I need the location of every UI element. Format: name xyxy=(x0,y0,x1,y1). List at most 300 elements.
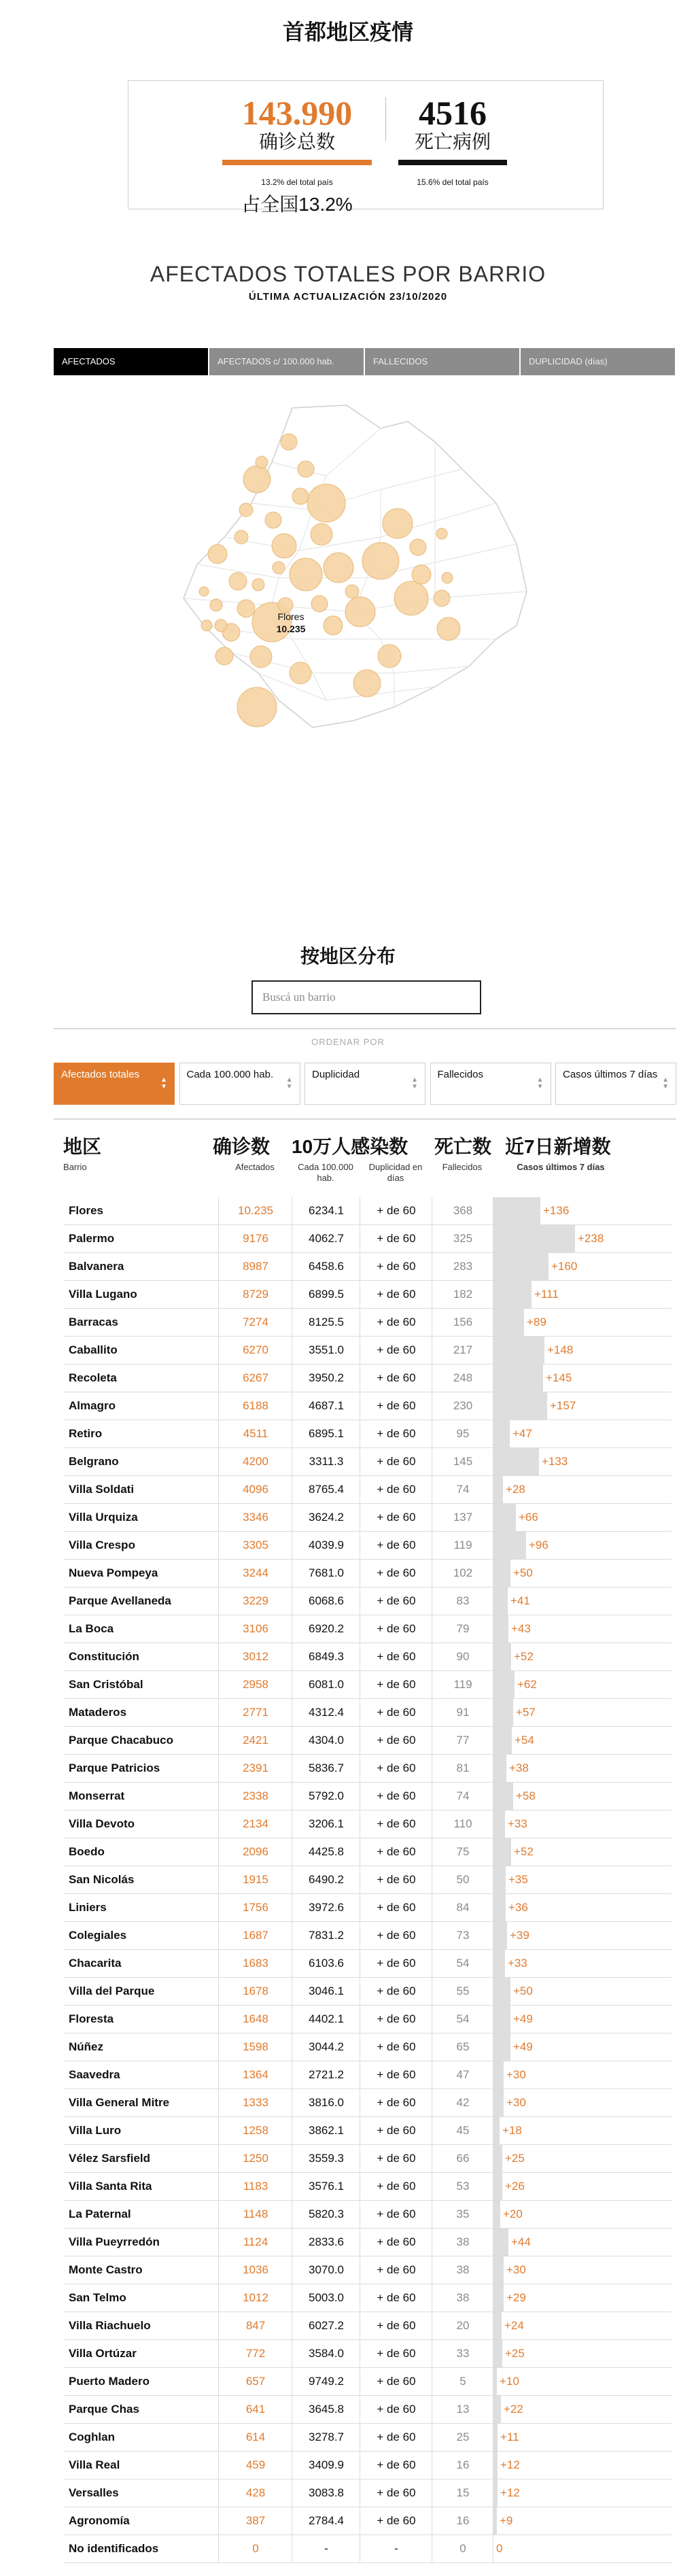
casos-7dias-cell xyxy=(493,2284,672,2312)
table-row xyxy=(63,1337,672,1364)
casos-7dias-cell xyxy=(493,1253,672,1280)
table-row xyxy=(63,1894,672,1922)
bubble xyxy=(394,581,428,615)
casos-7dias-value: +133 xyxy=(542,1455,568,1468)
table-row xyxy=(63,1615,672,1643)
table-row xyxy=(63,2256,672,2284)
casos-7dias-value: +41 xyxy=(510,1594,530,1607)
table-row xyxy=(63,2340,672,2368)
afectados-cell: 2958 xyxy=(218,1671,292,1698)
barrio-name: Núñez xyxy=(69,2040,103,2053)
duplicidad-cell: + de 60 xyxy=(360,1950,432,1977)
table-row xyxy=(63,2201,672,2229)
duplicidad-cell: + de 60 xyxy=(360,1225,432,1252)
fallecidos-cell: 217 xyxy=(432,1337,493,1364)
bubble xyxy=(378,645,401,668)
fallecidos-cell: 20 xyxy=(432,2312,493,2339)
th-afectados-zh: 确诊数 xyxy=(213,1136,271,1157)
duplicidad-cell: + de 60 xyxy=(360,1894,432,1921)
table-row xyxy=(63,2479,672,2507)
bubble xyxy=(434,590,450,606)
duplicidad-cell: + de 60 xyxy=(360,2312,432,2339)
sort-arrows-icon: ▲ ▼ xyxy=(536,1076,544,1090)
rate-cell: 2784.4 xyxy=(292,2507,360,2535)
bubble xyxy=(442,572,453,583)
rate-cell: 2833.6 xyxy=(292,2229,360,2256)
table-row xyxy=(63,1727,672,1755)
rate-cell: 6849.3 xyxy=(292,1643,360,1670)
barrio-name: Villa Urquiza xyxy=(69,1511,138,1524)
fallecidos-cell: 79 xyxy=(432,1615,493,1643)
rate-cell: 3862.1 xyxy=(292,2117,360,2144)
divider xyxy=(54,1118,676,1120)
casos-7dias-cell xyxy=(493,2089,672,2116)
afectados-cell: 459 xyxy=(218,2452,292,2479)
duplicidad-cell: + de 60 xyxy=(360,1560,432,1587)
table-row xyxy=(63,1699,672,1727)
th-fallecidos-zh: 死亡数 xyxy=(434,1136,492,1157)
page-title: 首都地区疫情 xyxy=(282,20,413,44)
afectados-cell: 387 xyxy=(218,2507,292,2535)
summary-divider xyxy=(385,97,386,141)
duplicidad-cell: + de 60 xyxy=(360,2089,432,2116)
table-row xyxy=(63,1587,672,1615)
casos-7dias-value: +136 xyxy=(543,1204,570,1217)
casos-7dias-bar xyxy=(493,2089,504,2116)
afectados-cell: 8729 xyxy=(218,1281,292,1308)
sort-ultimos-7[interactable] xyxy=(555,1063,676,1105)
duplicidad-cell: + de 60 xyxy=(360,1420,432,1447)
bubble xyxy=(256,456,268,468)
afectados-cell: 0 xyxy=(218,2535,292,2562)
deaths-number: 4516 xyxy=(419,94,487,132)
casos-7dias-cell xyxy=(493,2535,672,2562)
bubble xyxy=(412,565,431,584)
fallecidos-cell: 38 xyxy=(432,2229,493,2256)
cases-label: 确诊总数 xyxy=(258,131,335,152)
fallecidos-cell: 50 xyxy=(432,1866,493,1893)
rate-cell: 3645.8 xyxy=(292,2396,360,2423)
afectados-cell: 772 xyxy=(218,2340,292,2367)
deaths-stat xyxy=(395,95,510,187)
tab-duplicidad[interactable]: DUPLICIDAD (días) xyxy=(521,348,676,375)
casos-7dias-bar xyxy=(493,1950,505,1977)
rate-cell: 6899.5 xyxy=(292,1281,360,1308)
table-row xyxy=(63,2006,672,2033)
fallecidos-cell: 33 xyxy=(432,2340,493,2367)
casos-7dias-value: +30 xyxy=(506,2096,526,2109)
casos-7dias-cell xyxy=(493,1448,672,1475)
barrio-name: Liniers xyxy=(69,1901,107,1914)
casos-7dias-value: +28 xyxy=(506,1483,525,1496)
casos-7dias-cell xyxy=(493,2061,672,2089)
table-row xyxy=(63,1838,672,1866)
sort-afectados[interactable] xyxy=(54,1063,175,1105)
duplicidad-cell: + de 60 xyxy=(360,1810,432,1838)
tab-fallecidos[interactable]: FALLECIDOS xyxy=(365,348,521,375)
afectados-cell: 7274 xyxy=(218,1309,292,1336)
casos-7dias-value: +22 xyxy=(504,2403,523,2416)
cases-stat xyxy=(222,95,372,217)
rate-cell: 7831.2 xyxy=(292,1922,360,1949)
afectados-cell: 1124 xyxy=(218,2229,292,2256)
casos-7dias-bar xyxy=(493,1281,532,1308)
rate-cell: 4062.7 xyxy=(292,1225,360,1252)
afectados-cell: 3229 xyxy=(218,1587,292,1615)
table-row xyxy=(63,2507,672,2535)
duplicidad-cell: + de 60 xyxy=(360,2396,432,2423)
casos-7dias-value: 0 xyxy=(496,2542,503,2555)
fallecidos-cell: 84 xyxy=(432,1894,493,1921)
bubble xyxy=(298,461,314,477)
barrio-name: Parque Chas xyxy=(69,2403,139,2416)
table-row xyxy=(63,1922,672,1950)
casos-7dias-bar xyxy=(493,1392,547,1420)
duplicidad-cell: + de 60 xyxy=(360,2284,432,2312)
casos-7dias-value: +44 xyxy=(511,2235,531,2248)
barrio-name: Parque Chacabuco xyxy=(69,1734,173,1747)
casos-7dias-value: +12 xyxy=(500,2486,520,2499)
casos-7dias-value: +66 xyxy=(519,1511,538,1524)
afectados-cell: 10.235 xyxy=(218,1197,292,1224)
table-row xyxy=(63,1532,672,1560)
afectados-cell: 4200 xyxy=(218,1448,292,1475)
barrio-name: La Paternal xyxy=(69,2208,131,2220)
casos-7dias-bar xyxy=(493,1978,510,2005)
afectados-cell: 1915 xyxy=(218,1866,292,1893)
afectados-cell: 3244 xyxy=(218,1560,292,1587)
casos-7dias-cell xyxy=(493,1783,672,1810)
table-row xyxy=(63,2117,672,2145)
casos-7dias-bar xyxy=(493,2368,497,2395)
bubble xyxy=(307,484,345,522)
cases-share-small: 13.2% del total país xyxy=(261,177,333,187)
casos-7dias-cell xyxy=(493,1420,672,1447)
bubble xyxy=(239,503,253,517)
casos-7dias-cell xyxy=(493,2452,672,2479)
table-row xyxy=(63,2452,672,2479)
sort-duplicidad[interactable] xyxy=(304,1063,425,1105)
barrio-name: Barracas xyxy=(69,1316,118,1328)
table-row xyxy=(63,1309,672,1337)
rate-cell: 4687.1 xyxy=(292,1392,360,1420)
sort-arrows-icon: ▲ ▼ xyxy=(662,1076,669,1090)
table-row xyxy=(63,1643,672,1671)
casos-7dias-bar xyxy=(493,2061,504,2089)
update-date: 23/10/2020 xyxy=(389,291,448,303)
casos-7dias-value: +25 xyxy=(505,2152,525,2165)
table-row xyxy=(63,1950,672,1978)
casos-7dias-value: +9 xyxy=(500,2514,513,2527)
table-row xyxy=(63,1866,672,1894)
tab-afectados-100k[interactable]: AFECTADOS c/ 100.000 hab. xyxy=(209,348,365,375)
casos-7dias-value: +47 xyxy=(512,1427,532,1440)
bubble xyxy=(234,530,248,544)
bubble xyxy=(237,687,277,727)
deaths-bar xyxy=(398,160,507,165)
afectados-cell: 1183 xyxy=(218,2173,292,2200)
duplicidad-cell: + de 60 xyxy=(360,2507,432,2535)
casos-7dias-cell xyxy=(493,2368,672,2395)
casos-7dias-value: +49 xyxy=(513,2012,533,2025)
rate-cell: 3972.6 xyxy=(292,1894,360,1921)
casos-7dias-cell xyxy=(493,1560,672,1587)
duplicidad-cell: + de 60 xyxy=(360,2340,432,2367)
sort-arrows-icon: ▲ ▼ xyxy=(160,1076,167,1090)
barrio-name: Coghlan xyxy=(69,2431,115,2443)
casos-7dias-bar xyxy=(493,2452,498,2479)
table-row xyxy=(63,2033,672,2061)
th-barrio: Barrio xyxy=(63,1162,87,1172)
casos-7dias-cell xyxy=(493,2507,672,2535)
table-row xyxy=(63,1810,672,1838)
afectados-cell: 6270 xyxy=(218,1337,292,1364)
bubble xyxy=(353,670,381,697)
table-row xyxy=(63,2535,672,2563)
duplicidad-cell: + de 60 xyxy=(360,1978,432,2005)
barrio-name: La Boca xyxy=(69,1622,114,1635)
fallecidos-cell: 77 xyxy=(432,1727,493,1754)
rate-cell: 3624.2 xyxy=(292,1504,360,1531)
afectados-cell: 2771 xyxy=(218,1699,292,1726)
barrio-name: Floresta xyxy=(69,2012,114,2025)
casos-7dias-cell xyxy=(493,2229,672,2256)
barrio-name: Monte Castro xyxy=(69,2263,143,2276)
bubble xyxy=(215,647,233,665)
rate-cell: 6068.6 xyxy=(292,1587,360,1615)
casos-7dias-bar xyxy=(493,1838,511,1866)
duplicidad-cell: + de 60 xyxy=(360,1504,432,1531)
barrio-name: Villa Santa Rita xyxy=(69,2180,152,2193)
rate-cell: 4402.1 xyxy=(292,2006,360,2033)
barrio-name: Vélez Sarsfield xyxy=(69,2152,151,2165)
casos-7dias-bar xyxy=(493,1364,543,1392)
duplicidad-cell: + de 60 xyxy=(360,2424,432,2451)
rate-cell: 6920.2 xyxy=(292,1615,360,1643)
afectados-cell: 1148 xyxy=(218,2201,292,2228)
casos-7dias-value: +52 xyxy=(514,1650,534,1663)
bubble xyxy=(410,539,426,555)
rate-cell: 3409.9 xyxy=(292,2452,360,2479)
sort-arrows-icon: ▲ ▼ xyxy=(285,1076,293,1090)
last-update xyxy=(0,291,696,303)
casos-7dias-value: +62 xyxy=(517,1678,537,1691)
casos-7dias-bar xyxy=(493,1727,512,1754)
rate-cell: 3950.2 xyxy=(292,1364,360,1392)
bubble xyxy=(265,512,281,528)
bubble xyxy=(278,598,293,613)
casos-7dias-cell xyxy=(493,1810,672,1838)
afectados-cell: 1598 xyxy=(218,2033,292,2061)
bubble xyxy=(311,523,332,545)
table-title: 按地区分布 xyxy=(300,946,396,967)
fallecidos-cell: 38 xyxy=(432,2284,493,2312)
duplicidad-cell: + de 60 xyxy=(360,2201,432,2228)
afectados-cell: 2096 xyxy=(218,1838,292,1866)
casos-7dias-bar xyxy=(493,1532,526,1559)
afectados-cell: 1683 xyxy=(218,1950,292,1977)
fallecidos-cell: 230 xyxy=(432,1392,493,1420)
casos-7dias-bar xyxy=(493,2256,504,2284)
duplicidad-cell: + de 60 xyxy=(360,1671,432,1698)
rate-cell: 3576.1 xyxy=(292,2173,360,2200)
deaths-share-small: 15.6% del total país xyxy=(417,177,489,187)
bubble xyxy=(208,545,227,564)
fallecidos-cell: 45 xyxy=(432,2117,493,2144)
fallecidos-cell: 42 xyxy=(432,2089,493,2116)
table-row xyxy=(63,2312,672,2340)
cases-share-zh: 占全国13.2% xyxy=(241,194,353,215)
casos-7dias-value: +43 xyxy=(511,1622,531,1635)
casos-7dias-value: +238 xyxy=(578,1232,604,1245)
casos-7dias-cell xyxy=(493,1476,672,1503)
casos-7dias-bar xyxy=(493,1560,510,1587)
casos-7dias-value: +157 xyxy=(550,1399,576,1412)
barrio-name: Villa Riachuelo xyxy=(69,2319,151,2332)
fallecidos-cell: 15 xyxy=(432,2479,493,2507)
rate-cell: 9749.2 xyxy=(292,2368,360,2395)
table-row xyxy=(63,1364,672,1392)
sort-cada-100k[interactable] xyxy=(179,1063,300,1105)
sort-duplicidad-label: Duplicidad xyxy=(312,1069,360,1080)
bubble xyxy=(250,646,272,668)
barrio-name: Villa Crespo xyxy=(69,1539,135,1551)
sort-arrows-icon: ▲ ▼ xyxy=(411,1076,418,1090)
fallecidos-cell: 16 xyxy=(432,2452,493,2479)
fallecidos-cell: 13 xyxy=(432,2396,493,2423)
casos-7dias-bar xyxy=(493,1476,503,1503)
casos-7dias-value: +33 xyxy=(508,1957,527,1970)
casos-7dias-cell xyxy=(493,2424,672,2451)
duplicidad-cell: + de 60 xyxy=(360,1309,432,1336)
duplicidad-cell: + de 60 xyxy=(360,2033,432,2061)
casos-7dias-cell xyxy=(493,1225,672,1252)
section-title: AFECTADOS TOTALES POR BARRIO xyxy=(150,262,546,286)
casos-7dias-cell xyxy=(493,1643,672,1670)
rate-cell: 3083.8 xyxy=(292,2479,360,2507)
cases-number: 143.990 xyxy=(241,94,353,132)
fallecidos-cell: 368 xyxy=(432,1197,493,1224)
rate-cell: 3551.0 xyxy=(292,1337,360,1364)
fallecidos-cell: 95 xyxy=(432,1420,493,1447)
sort-cada-100k-label: Cada 100.000 hab. xyxy=(186,1069,274,1080)
fallecidos-cell: 74 xyxy=(432,1783,493,1810)
afectados-cell: 2134 xyxy=(218,1810,292,1838)
afectados-cell: 614 xyxy=(218,2424,292,2451)
rate-cell: 3070.0 xyxy=(292,2256,360,2284)
duplicidad-cell: + de 60 xyxy=(360,1755,432,1782)
divider xyxy=(54,1028,676,1029)
casos-7dias-cell xyxy=(493,1309,672,1336)
casos-7dias-cell xyxy=(493,2396,672,2423)
casos-7dias-value: +25 xyxy=(505,2347,525,2360)
search-input[interactable]: Buscá un barrio xyxy=(251,980,481,1014)
rate-cell: 3816.0 xyxy=(292,2089,360,2116)
rate-cell: 4312.4 xyxy=(292,1699,360,1726)
casos-7dias-bar xyxy=(493,2424,498,2451)
afectados-cell: 6188 xyxy=(218,1392,292,1420)
duplicidad-cell: + de 60 xyxy=(360,1532,432,1559)
fallecidos-cell: 55 xyxy=(432,1978,493,2005)
duplicidad-cell: + de 60 xyxy=(360,1253,432,1280)
afectados-cell: 8987 xyxy=(218,1253,292,1280)
bubble xyxy=(311,596,328,612)
casos-7dias-value: +35 xyxy=(508,1873,528,1886)
casos-7dias-bar xyxy=(493,1866,506,1893)
afectados-cell: 1648 xyxy=(218,2006,292,2033)
map-tabs xyxy=(54,348,676,375)
th-7dias: Casos últimos 7 días xyxy=(517,1162,605,1172)
rate-cell: 6234.1 xyxy=(292,1197,360,1224)
casos-7dias-cell xyxy=(493,1337,672,1364)
table-row xyxy=(63,1978,672,2006)
casos-7dias-value: +11 xyxy=(500,2431,519,2443)
sort-fallecidos[interactable] xyxy=(430,1063,551,1105)
table-row xyxy=(63,2284,672,2312)
rate-cell: 3559.3 xyxy=(292,2145,360,2172)
barrio-name: Belgrano xyxy=(69,1455,119,1468)
rate-cell: 6490.2 xyxy=(292,1866,360,1893)
casos-7dias-bar xyxy=(493,2201,500,2228)
rate-cell: 5820.3 xyxy=(292,2201,360,2228)
tab-afectados[interactable]: AFECTADOS xyxy=(54,348,209,375)
fallecidos-cell: 81 xyxy=(432,1755,493,1782)
barrio-name: Villa del Parque xyxy=(69,1985,155,1997)
afectados-cell: 3106 xyxy=(218,1615,292,1643)
casos-7dias-bar xyxy=(493,2229,508,2256)
casos-7dias-bar xyxy=(493,1253,549,1280)
casos-7dias-value: +12 xyxy=(500,2458,520,2471)
bubble xyxy=(345,597,375,627)
afectados-cell: 1678 xyxy=(218,1978,292,2005)
casos-7dias-bar xyxy=(493,1894,506,1921)
deaths-label: 死亡病例 xyxy=(414,131,491,152)
barrio-name: Almagro xyxy=(69,1399,116,1412)
afectados-cell: 1364 xyxy=(218,2061,292,2089)
barrio-name: Colegiales xyxy=(69,1929,127,1942)
table-row xyxy=(63,2396,672,2424)
duplicidad-cell: + de 60 xyxy=(360,1281,432,1308)
casos-7dias-value: +96 xyxy=(529,1539,549,1551)
casos-7dias-bar xyxy=(493,1225,575,1252)
duplicidad-cell: + de 60 xyxy=(360,1197,432,1224)
casos-7dias-bar xyxy=(493,1504,516,1531)
duplicidad-cell: + de 60 xyxy=(360,1922,432,1949)
barrio-name: San Nicolás xyxy=(69,1873,135,1886)
casos-7dias-value: +89 xyxy=(527,1316,546,1328)
casos-7dias-bar xyxy=(493,1309,524,1336)
fallecidos-cell: 74 xyxy=(432,1476,493,1503)
barrio-name: Balvanera xyxy=(69,1260,124,1273)
afectados-cell: 6267 xyxy=(218,1364,292,1392)
rate-cell: 3278.7 xyxy=(292,2424,360,2451)
table-row xyxy=(63,2424,672,2452)
rate-cell: 2721.2 xyxy=(292,2061,360,2089)
table-row xyxy=(63,1420,672,1448)
casos-7dias-value: +24 xyxy=(504,2319,524,2332)
duplicidad-cell: + de 60 xyxy=(360,2256,432,2284)
barrio-name: Villa Pueyrredón xyxy=(69,2235,160,2248)
table-row xyxy=(63,1281,672,1309)
casos-7dias-bar xyxy=(493,1922,507,1949)
barrio-bubble-map[interactable] xyxy=(177,401,530,782)
afectados-cell: 428 xyxy=(218,2479,292,2507)
rate-cell: 6458.6 xyxy=(292,1253,360,1280)
casos-7dias-value: +145 xyxy=(546,1371,572,1384)
barrio-name: Flores xyxy=(69,1204,104,1217)
casos-7dias-bar xyxy=(493,1420,510,1447)
rate-cell: 5792.0 xyxy=(292,1783,360,1810)
